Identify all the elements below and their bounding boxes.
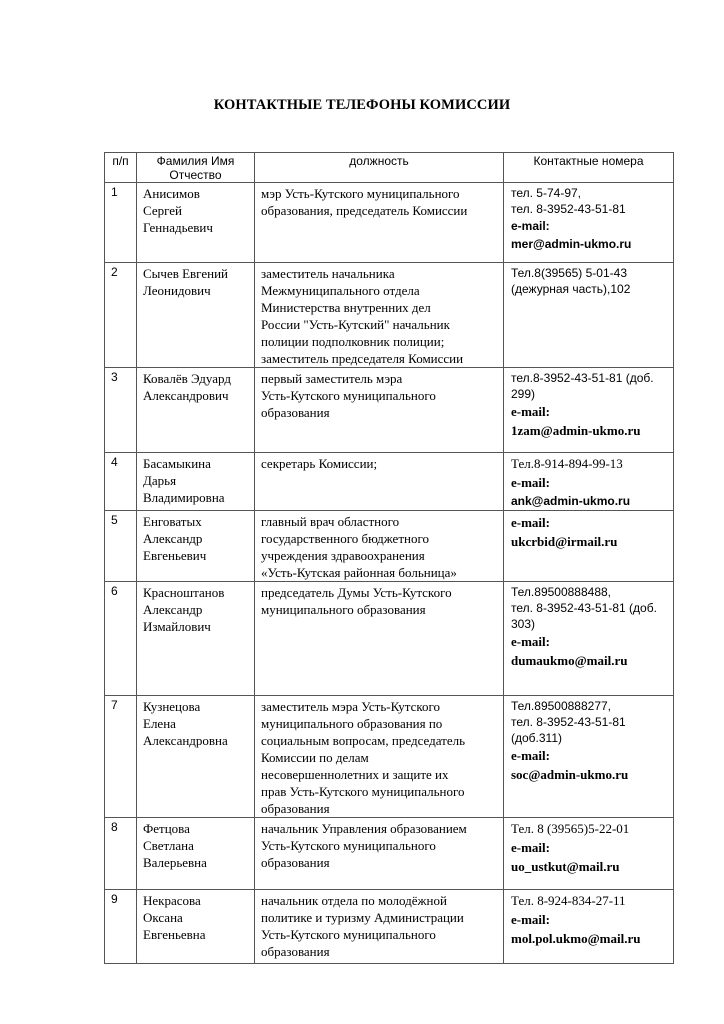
position-line: секретарь Комиссии; [261,456,378,471]
fio-line: Басамыкина [143,456,211,471]
cell-num: 9 [105,890,137,964]
fio-line: Некрасова [143,893,201,908]
cell-contacts [504,183,674,263]
position-line: образования [261,944,330,959]
email-link[interactable]: mer@admin-ukmo.ru [511,237,632,251]
position-line: Усть-Кутского муниципального [261,927,436,942]
cell-num: 3 [105,368,137,453]
contact-line: e-mail: [511,475,550,490]
cell-contacts [504,818,674,890]
email-link[interactable]: uo_ustkut@mail.ru [511,859,620,874]
position-line: муниципального образования по [261,716,443,731]
position-line: несовершеннолетних и защите их [261,767,449,782]
email-link[interactable]: ukcrbid@irmail.ru [511,534,618,549]
cell-contacts [504,696,674,818]
contact-line: (доб.311) [511,731,563,745]
cell-fio [137,263,255,368]
fio-line: Геннадьевич [143,220,213,235]
contact-line: Тел.8(39565) 5-01-43 [511,266,627,280]
fio-line: Валерьевна [143,855,207,870]
fio-line: Дарья [143,473,177,488]
fio-line: Сергей [143,203,182,218]
cell-num: 4 [105,453,137,511]
fio-line: Александрович [143,388,229,403]
cell-fio [137,818,255,890]
position-line: Комиссии по делам [261,750,369,765]
position-line: политике и туризму Администрации [261,910,464,925]
cell-num: 5 [105,511,137,582]
cell-position [255,183,504,263]
position-line: России "Усть-Кутский" начальник [261,317,450,332]
contact-line: e-mail: [511,634,550,649]
contact-line: e-mail: [511,912,550,927]
position-line: Министерства внутренних дел [261,300,431,315]
position-line: Усть-Кутского муниципального [261,838,436,853]
fio-line: Светлана [143,838,194,853]
contact-line: тел. 5-74-97, [511,186,582,200]
cell-fio [137,183,255,263]
email-link[interactable]: dumaukmo@mail.ru [511,653,628,668]
cell-contacts [504,511,674,582]
cell-fio [137,582,255,696]
cell-position [255,368,504,453]
fio-line: Сычев Евгений [143,266,228,281]
cell-position [255,453,504,511]
header-fio-line2: Отчество [169,168,222,182]
position-line: главный врач областного [261,514,400,529]
position-line: «Усть-Кутская районная больница» [261,565,457,580]
table-row [105,183,674,263]
email-link[interactable]: ank@admin-ukmo.ru [511,494,631,508]
fio-line: Александр [143,531,203,546]
contact-line: e-mail: [511,748,550,763]
fio-line: Леонидович [143,283,211,298]
table-row [105,582,674,696]
contact-line: e-mail: [511,404,550,419]
position-line: заместитель мэра Усть-Кутского [261,699,441,714]
position-line: прав Усть-Кутского муниципального [261,784,465,799]
contacts-table [104,152,674,964]
table-row [105,453,674,511]
cell-contacts [504,890,674,964]
position-line: мэр Усть-Кутского муниципального [261,186,460,201]
contact-line: e-mail: [511,840,550,855]
cell-position [255,890,504,964]
position-line: заместитель начальника [261,266,395,281]
contact-line: e-mail: [511,515,550,530]
header-contacts: Контактные номера [504,153,674,183]
header-num: п/п [105,153,137,183]
contact-line: 303) [511,617,536,631]
position-line: муниципального образования [261,602,426,617]
header-fio-line1: Фамилия Имя [156,154,235,168]
cell-position [255,263,504,368]
position-line: Усть-Кутского муниципального [261,388,436,403]
table-row [105,368,674,453]
email-link[interactable]: 1zam@admin-ukmo.ru [511,423,641,438]
position-line: образования [261,801,330,816]
fio-line: Александровна [143,733,228,748]
position-line: первый заместитель мэра [261,371,403,386]
contact-line: тел. 8-3952-43-51-81 [511,715,626,729]
cell-num: 1 [105,183,137,263]
contact-line: Тел.89500888277, [511,699,612,713]
position-line: полиции подполковник полиции; [261,334,445,349]
contact-line: Тел.89500888488, [511,585,612,599]
document-title: КОНТАКТНЫЕ ТЕЛЕФОНЫ КОМИССИИ [213,97,511,113]
cell-num: 6 [105,582,137,696]
cell-contacts [504,368,674,453]
position-line: начальник отдела по молодёжной [261,893,447,908]
table-row [105,696,674,818]
fio-line: Оксана [143,910,183,925]
fio-line: Ковалёв Эдуард [143,371,231,386]
cell-contacts [504,263,674,368]
fio-line: Евгеньевич [143,548,207,563]
position-line: председатель Думы Усть-Кутского [261,585,452,600]
position-line: государственного бюджетного [261,531,429,546]
table-row [105,890,674,964]
position-line: учреждения здравоохранения [261,548,425,563]
position-line: Межмуниципального отдела [261,283,420,298]
fio-line: Красноштанов [143,585,225,600]
cell-fio [137,511,255,582]
contact-line: тел. 8-3952-43-51-81 [511,202,626,216]
position-line: социальным вопросам, председатель [261,733,466,748]
fio-line: Евгеньевна [143,927,206,942]
fio-line: Енговатых [143,514,202,529]
cell-fio [137,368,255,453]
cell-fio [137,453,255,511]
position-line: образования, председатель Комиссии [261,203,468,218]
cell-fio [137,890,255,964]
cell-fio [137,696,255,818]
cell-contacts [504,582,674,696]
position-line: начальник Управления образованием [261,821,467,836]
fio-line: Измайлович [143,619,211,634]
email-link[interactable]: soc@admin-ukmo.ru [511,767,629,782]
email-link[interactable]: mol.pol.ukmo@mail.ru [511,931,641,946]
table-header-row [105,153,674,183]
position-line: образования [261,405,330,420]
contact-line: тел.8-3952-43-51-81 (доб. [511,371,654,385]
contact-line: Тел.8-914-894-99-13 [511,456,623,471]
cell-position [255,511,504,582]
fio-line: Кузнецова [143,699,201,714]
cell-position [255,696,504,818]
contact-line: (дежурная часть),102 [511,282,631,296]
fio-line: Фетцова [143,821,190,836]
table-row [105,818,674,890]
cell-num: 2 [105,263,137,368]
fio-line: Александр [143,602,203,617]
table-row [105,263,674,368]
contact-line: тел. 8-3952-43-51-81 (доб. [511,601,657,615]
cell-position [255,582,504,696]
cell-num: 8 [105,818,137,890]
fio-line: Елена [143,716,176,731]
table-row [105,511,674,582]
cell-num: 7 [105,696,137,818]
cell-contacts [504,453,674,511]
contact-line: 299) [511,387,536,401]
header-fio [137,153,255,183]
contact-line: Тел. 8 (39565)5-22-01 [511,821,630,836]
fio-line: Владимировна [143,490,225,505]
contact-line: Тел. 8-924-834-27-11 [511,893,626,908]
position-line: образования [261,855,330,870]
position-line: заместитель председателя Комиссии [261,351,464,366]
fio-line: Анисимов [143,186,200,201]
header-position: должность [255,153,504,183]
cell-position [255,818,504,890]
contact-line: e-mail: [511,219,550,233]
